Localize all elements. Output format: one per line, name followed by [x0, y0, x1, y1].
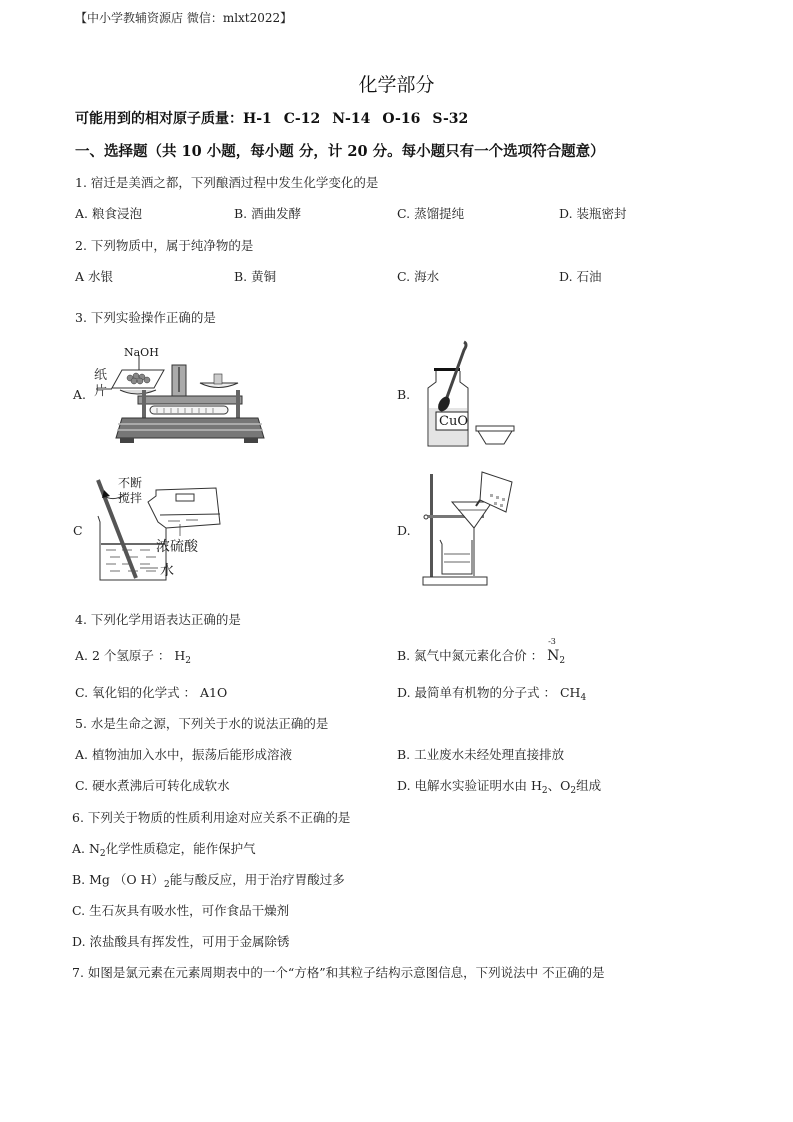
q5-option-c: C. 硬水煮沸后可转化成软水	[75, 778, 230, 793]
q4-option-d: D. 最简单有机物的分子式 ： $CH_4$	[397, 685, 587, 703]
naoh-label: NaOH	[124, 346, 159, 359]
q5-option-d: D. 电解水实验证明水由 $H_2$、$O_2$组成	[397, 778, 602, 796]
q6-option-a: A. $N_2$化学性质稳定，能作保护气	[72, 841, 256, 859]
q1-option-d: D. 装瓶密封	[559, 206, 627, 221]
valence-formula: -3 $N_2$	[547, 637, 566, 666]
atomic-mass: H-1	[243, 111, 272, 127]
question-5-stem: 5. 水是生命之源，下列关于水的说法正确的是	[75, 716, 329, 731]
q1-option-b: B. 酒曲发酵	[234, 206, 302, 221]
concentrated-sulfuric-acid-label: 浓硫酸	[156, 539, 198, 555]
beaker-stir-icon	[90, 472, 260, 587]
q6-option-b: B. Mg （O $H)_2$能与酸反应，用于治疗胃酸过多	[72, 872, 345, 890]
q3-option-a: A.	[73, 387, 87, 402]
question-7-stem: 7. 如图是氯元素在元素周期表中的一个“方格”和其粒子结构示意图信息，下列说法中 不正确的是	[72, 965, 605, 980]
paper-label-2: 片	[94, 384, 108, 399]
q6-option-c: C. 生石灰具有吸水性，可作食品干燥剂	[72, 903, 290, 918]
question-6-stem: 6. 下列关于物质的性质利用途对应关系不正确的是	[72, 810, 351, 825]
atomic-masses	[75, 108, 468, 128]
q3-option-b: B.	[397, 387, 411, 402]
paper-label-1: 纸	[94, 368, 108, 383]
q5-option-a: A. 植物油加入水中，振荡后能形成溶液	[75, 747, 292, 762]
q2-option-d: D. 石油	[559, 269, 602, 284]
question-1-stem: 1. 宿迁是美酒之都，下列酿酒过程中发生化学变化的是	[75, 175, 379, 190]
q3-option-d: D.	[397, 523, 411, 538]
balance-figure	[92, 342, 272, 447]
question-3-stem: 3. 下列实验操作正确的是	[75, 310, 216, 325]
q6-option-d: D. 浓盐酸具有挥发性，可用于金属除锈	[72, 934, 290, 949]
q2-option-a: A 水银	[75, 269, 114, 284]
q1-option-a: A. 粮食浸泡	[75, 206, 142, 221]
source-header: 【中小学教辅资源店 微信：mlxt2022】	[75, 11, 293, 25]
filtration-figure	[420, 468, 530, 588]
balance-scale-icon	[92, 342, 272, 447]
stir-label-2: 搅拌	[118, 491, 143, 505]
stir-label-1: 不断	[118, 476, 143, 490]
filtration-apparatus-icon	[420, 468, 530, 588]
dilution-figure	[90, 472, 260, 587]
q5-option-b: B. 工业废水未经处理直接排放	[397, 747, 565, 762]
atomic-mass: S-32	[432, 111, 469, 127]
reagent-bottle-figure	[420, 340, 520, 450]
q2-option-c: C. 海水	[397, 269, 440, 284]
section-heading: 一、选择题（共 10 小题，每小题 分，计 20 分。每小题只有一个选项符合题意）	[75, 143, 605, 160]
atomic-mass: N-14	[332, 111, 371, 127]
q1-option-c: C. 蒸馏提纯	[397, 206, 465, 221]
q4-option-b: B. 氮气中氮元素化合价 ： -3 $N_2$	[397, 637, 566, 666]
q4-option-c: C. 氧化铝的化学式 ： A1O	[75, 685, 228, 700]
page-title: 化学部分	[358, 74, 435, 96]
atomic-mass: C-12	[283, 111, 321, 127]
water-label: 水	[160, 563, 174, 579]
question-4-stem: 4. 下列化学用语表达正确的是	[75, 612, 241, 627]
q2-option-b: B. 黄铜	[234, 269, 277, 284]
q3-option-c: C	[73, 523, 83, 538]
atomic-masses-label: 可能用到的相对原子质量：	[75, 111, 243, 127]
cuo-label: CuO	[439, 414, 468, 429]
bottle-with-spoon-icon	[420, 340, 520, 450]
atomic-mass: O-16	[382, 111, 421, 127]
q4-option-a: A. 2 个氢原子 ： $H_2$	[75, 648, 191, 666]
question-2-stem: 2. 下列物质中，属于纯净物的是	[75, 238, 254, 253]
